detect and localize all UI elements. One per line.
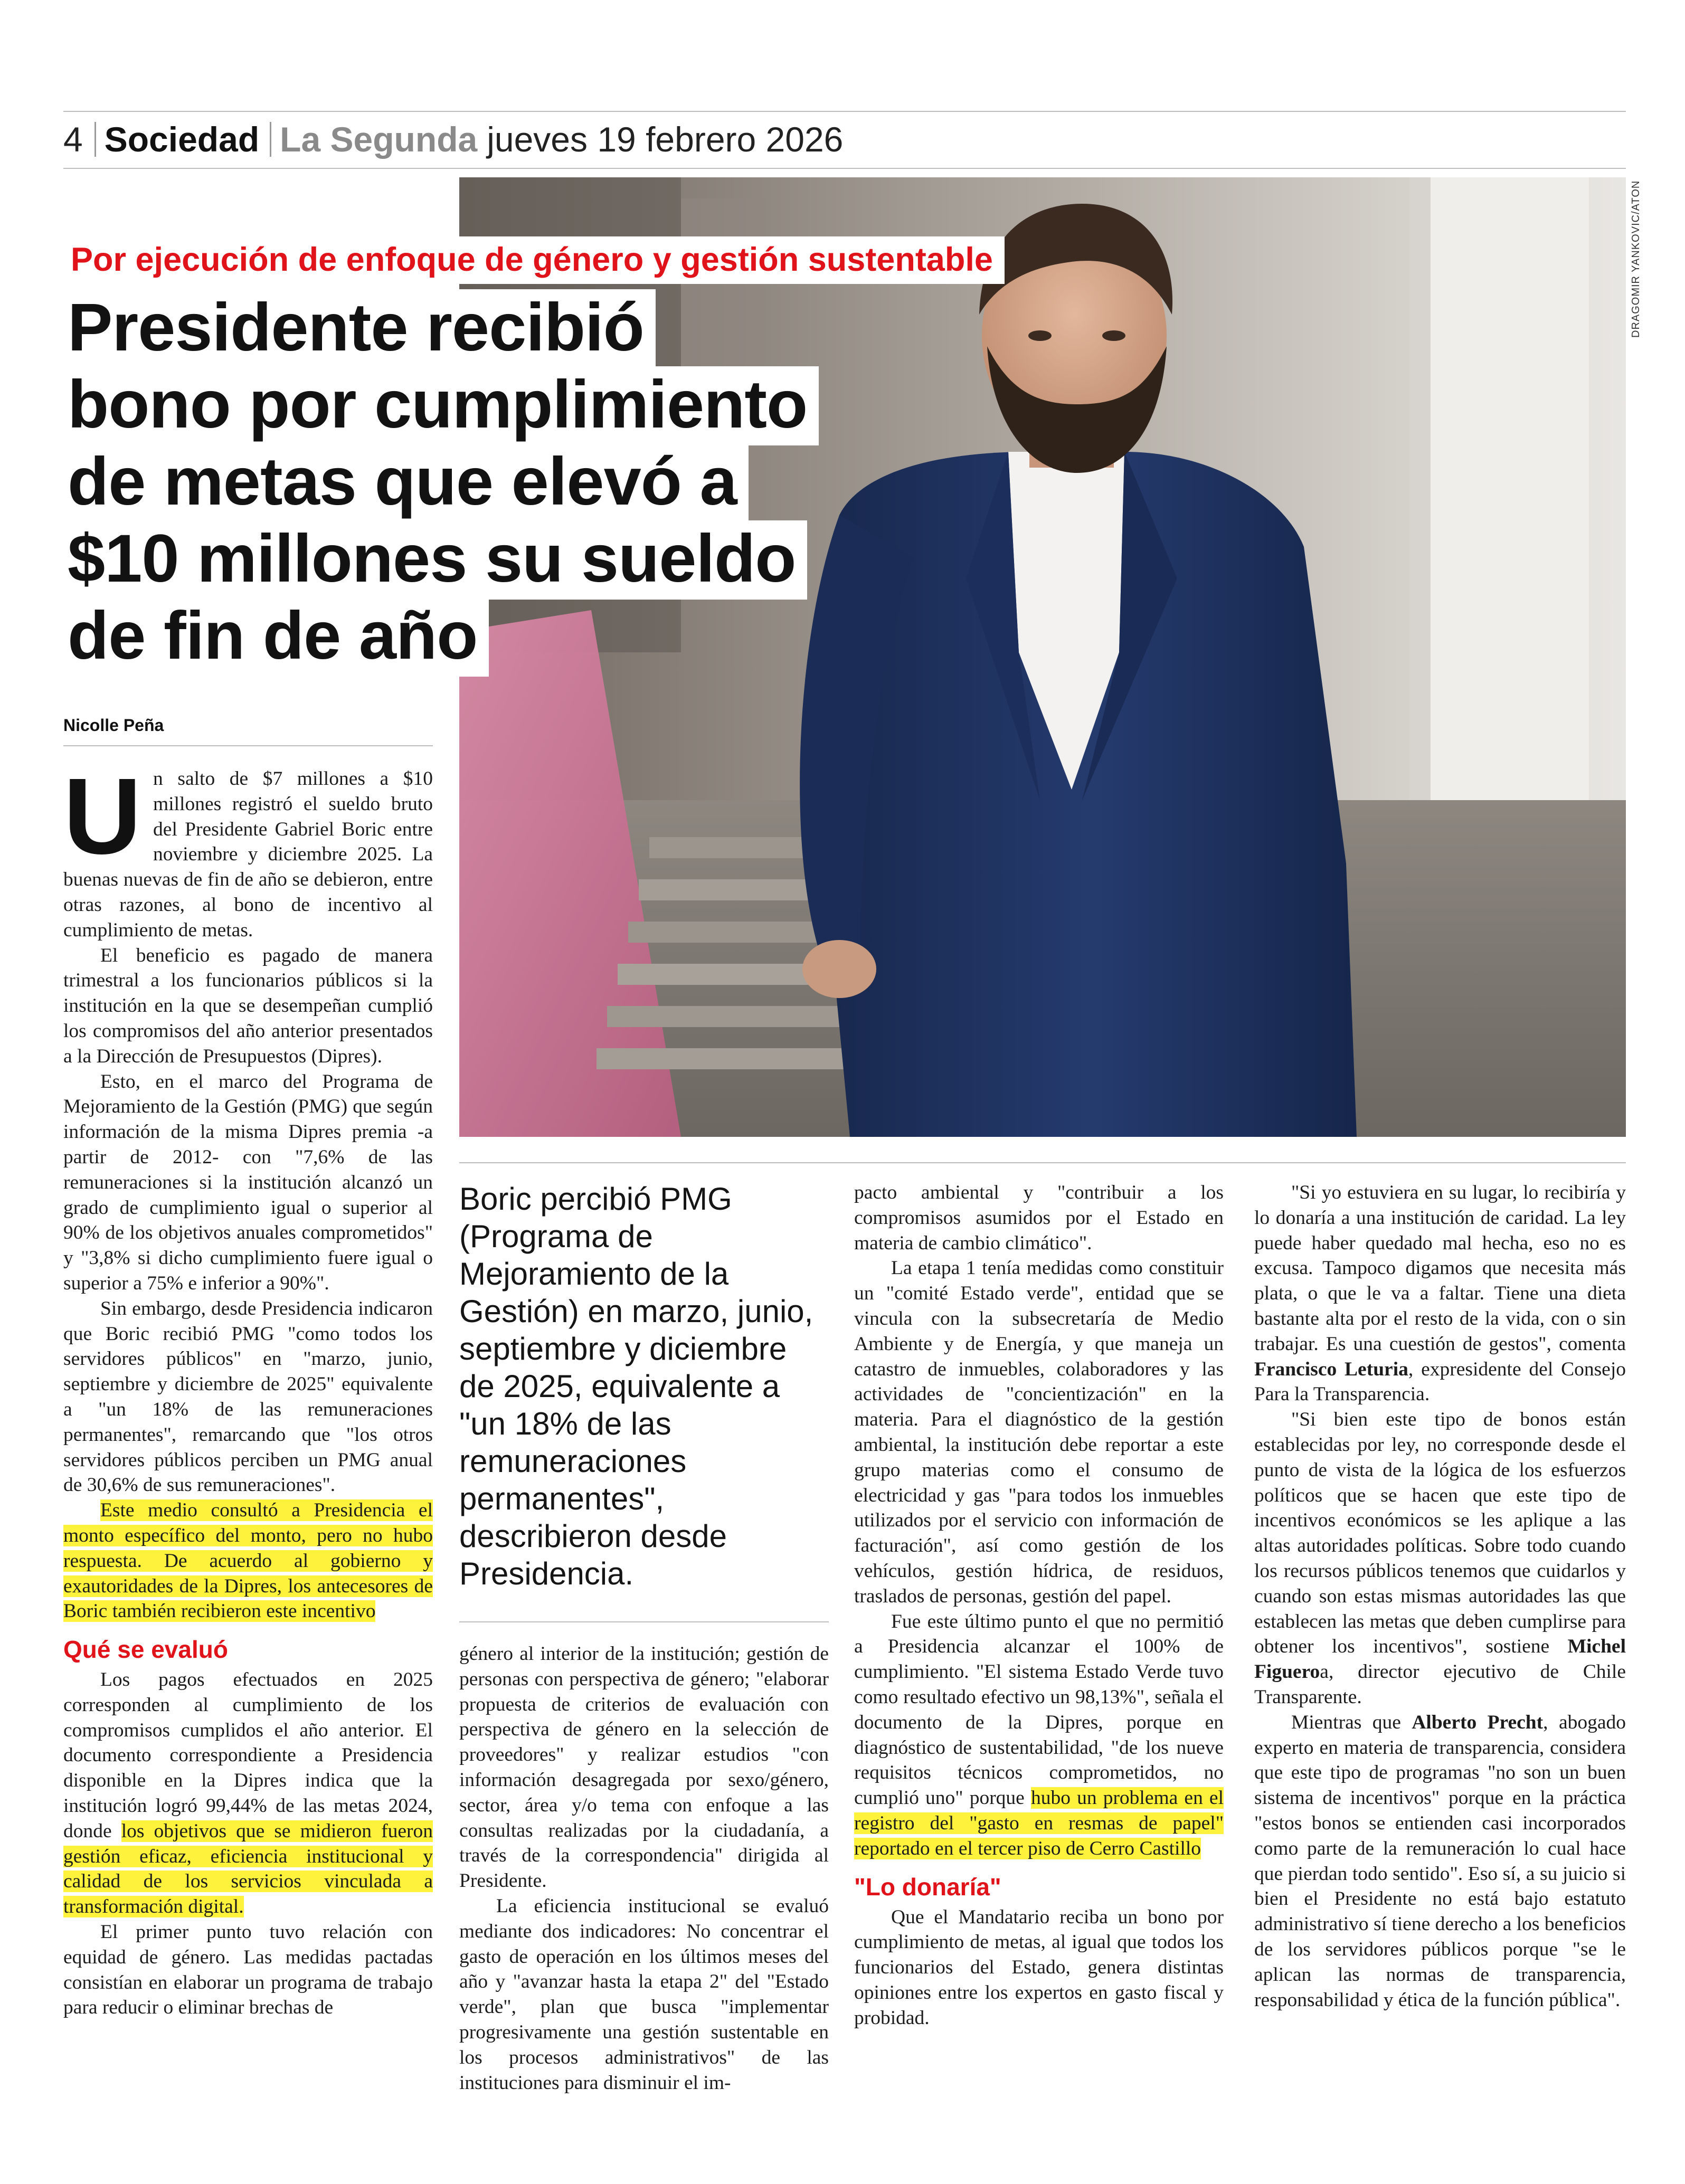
paragraph-text: "Si yo estuviera en su lugar, lo recibiría y lo donaría a una institución de caridad. La ley puede haber quedado mal hecha, eso no es excusa. Tampoco digamos que necesita más plata, o que le va a faltar. Tiene una dieta bastante alta por el resto de la vida, con o sin trabajar. Es una cuestión de gestos", comenta — [1254, 1182, 1626, 1355]
article-paragraph: Que el Mandatario reciba un bono por cumplimiento de metas, al igual que todos los funcionarios del Estado, genera distintas opiniones entre los expertos en gasto fiscal y probidad. — [854, 1906, 1224, 2029]
paragraph-text: Fue este último punto el que no permitió a Presidencia alcanzar el 100% de cumplimiento. "El sistema Estado Verde tuvo como resultado efectivo un 98,13%", señala el documento de la Dipres, porque en diagnóstico de sustentabilidad, "de los nueve requisitos técnicos comprometidos, no cumplió uno" porque — [854, 1610, 1224, 1809]
article-paragraph — [63, 756, 433, 943]
article-paragraph — [63, 1498, 433, 1624]
masthead-divider — [94, 122, 96, 157]
source-name: Alberto Precht — [1412, 1711, 1544, 1733]
article-paragraph: La eficiencia institucional se evaluó mediante dos indicadores: No concentrar el gasto de operación en los últimos meses del año y "avanzar hasta la etapa 2" del "Estado verde", plan que busca "implementar progresivamente una gestión sustentable en los procesos administrativos" de las instituciones para disminuir el im- — [459, 1895, 829, 2094]
article-column-1 — [63, 756, 433, 2020]
paragraph-text: , abogado experto en materia de transparencia, considera que este tipo de programas "no son un buen sistema de incentivos" porque en la práctica "estos bonos se entienden casi incorporados como parte de la remuneración lo cual hace que pierdan todo sentido". Eso sí, a su juicio si bien el Presidente no está bajo estatuto administrativo sí tiene derecho a los beneficios de los servidores públicos porque "se le aplican las normas de transparencia, responsabilidad y ética de la función pública". — [1254, 1711, 1626, 2011]
subheading: "Lo donaría" — [854, 1873, 1001, 1901]
paragraph-text: , expresidente del Consejo Para la Transparencia. — [1254, 1358, 1626, 1406]
source-name: Michel Figuero — [1254, 1636, 1626, 1683]
article-paragraph — [854, 1609, 1224, 1862]
article-paragraph — [1254, 1710, 1626, 2013]
subheading: Qué se evaluó — [63, 1636, 228, 1664]
pull-quote-rule — [459, 1621, 829, 1622]
paragraph-text: "Si bien este tipo de bonos están establecidas por ley, no corresponde desde el punto de vista de la lógica de los esfuerzos políticos que se hacen que este tipo de incentivos económicos se les aplique a las altas autoridades políticas. Sobre todo cuando los recursos públicos tenemos que cuidarlos y cuando son estas mismas autoridades las que establecen las metas que deben cumplirse para obtener los incentivos", sostiene — [1254, 1409, 1626, 1658]
page-number: 4 — [63, 120, 83, 159]
article-paragraph: Sin embargo, desde Presidencia indicaron que Boric recibió PMG "como todos los servidores públicos" en "marzo, junio, septiembre y diciembre de 2025" equivalente a "un 18% de las remuneraciones permanentes", remarcando que "los otros servidores públicos perciben un PMG anual de 30,6% de sus remuneraciones". — [63, 1297, 433, 1496]
publication-name: La Segunda — [280, 120, 478, 159]
section-name: Sociedad — [104, 120, 260, 159]
headline-line: de fin de año — [63, 597, 489, 677]
masthead-divider — [270, 122, 271, 157]
photo-bottom-rule — [459, 1162, 1626, 1163]
article-paragraph: Esto, en el marco del Programa de Mejoramiento de la Gestión (PMG) que según información de la misma Dipres premia -a partir de 2012- con "7,6% de las remuneraciones si la institución alcanzó un grado de cumplimiento igual o superior al 90% de los objetivos anuales comprometidos" y "3,8% si dicho cumplimiento fuere igual o superior a 75% e inferior a 90%". — [63, 1070, 433, 1294]
drop-cap: U — [63, 756, 142, 877]
article-paragraph — [63, 1667, 433, 1920]
headline-line: Presidente recibió — [63, 289, 656, 368]
highlighted-text: los objetivos que se midieron fueron gestión eficaz, eficiencia institucional y calidad de los servicios vinculada a transformación digital. — [63, 1820, 433, 1918]
headline-line: $10 millones su sueldo — [63, 520, 807, 600]
article-paragraph — [1254, 1407, 1626, 1710]
article-paragraph — [1254, 1180, 1626, 1407]
paragraph-text: a, director ejecutivo de Chile Transparente. — [1254, 1661, 1626, 1708]
paragraph-text: Mientras que — [1291, 1711, 1412, 1733]
highlighted-text: Este medio consultó a Presidencia el monto específico del monto, pero no hubo respuesta. De acuerdo al gobierno y exautoridades de la Dipres, los antecesores de Boric también recibieron este incentivo — [63, 1499, 433, 1622]
paragraph-text: Los pagos efectuados en 2025 corresponden al cumplimiento de los compromisos cumplidos el año anterior. El documento correspondiente a Presidencia disponible en la Dipres indica que la institución logró 99,44% de las metas 2024, donde — [63, 1669, 433, 1842]
article-paragraph: El beneficio es pagado de manera trimestral a los funcionarios públicos si la institución en la que se desempeñan cumplió los compromisos del año anterior presentados a la Dirección de Presupuestos (Dipres). — [63, 944, 433, 1067]
paragraph-text: n salto de $7 millones a $10 millones registró el sueldo bruto del Presidente Gabriel Boric entre noviembre y diciembre 2025. La buenas nuevas de fin de año se debieron, entre otras razones, al bono de incentivo al cumplimiento de metas. — [63, 768, 433, 941]
byline: Nicolle Peña — [63, 716, 164, 735]
pull-quote: Boric percibió PMG (Programa de Mejoramiento de la Gestión) en marzo, junio, septiembre y diciembre de 2025, equivalente a "un 18% de las remuneraciones permanentes", describieron desde Presidencia. — [459, 1181, 813, 1591]
article-paragraph: El primer punto tuvo relación con equidad de género. Las medidas pactadas consistían en elaborar un programa de trabajo para reducir o eliminar brechas de — [63, 1921, 433, 2019]
article-column-3 — [854, 1180, 1224, 2031]
masthead — [63, 117, 843, 162]
highlighted-text: hubo un problema en el registro del "gasto en resmas de papel" reportado en el tercer piso de Cerro Castillo — [854, 1787, 1224, 1859]
article-paragraph: género al interior de la institución; gestión de personas con perspectiva de género; "elaborar propuesta de criterios de evaluación con perspectiva de género en la selección de proveedores" y realizar estudios "con información desagregada por sexo/género, sector, área y/o tema con enfoque a las consultas realizadas por la ciudadanía, a través de la correspondencia" dirigida al Presidente. — [459, 1643, 829, 1892]
headline-line: bono por cumplimiento — [63, 366, 819, 445]
headline-line: de metas que elevó a — [63, 443, 749, 523]
photo-credit: DRAGOMIR YANKOVIC/ATON — [1630, 180, 1642, 338]
article-column-4 — [1254, 1180, 1626, 2012]
publication-date: jueves 19 febrero 2026 — [487, 120, 844, 159]
article-column-2 — [459, 1641, 829, 2095]
article-kicker: Por ejecución de enfoque de género y gestión sustentable — [63, 236, 1005, 284]
byline-rule — [63, 745, 433, 746]
article-paragraph: La etapa 1 tenía medidas como constituir un "comité Estado verde", entidad que se vincula con la subsecretaría de Medio Ambiente y de Energía, y que maneja un catastro de inmuebles, colaboradores y las actividades de "concientización" en la materia. Para el diagnóstico de la gestión ambiental, la institución debe reportar a este grupo materias como el consumo de electricidad y gas "para todos los inmuebles utilizados por el servicio con información de facturación", así como gestión de los vehículos, gestión hídrica, de residuos, traslados de personas, gestión del papel. — [854, 1257, 1224, 1607]
source-name: Francisco Leturia — [1254, 1358, 1408, 1380]
top-rule — [63, 111, 1626, 112]
masthead-bottom-rule — [63, 168, 1626, 169]
article-paragraph: pacto ambiental y "contribuir a los compromisos asumidos por el Estado en materia de cambio climático". — [854, 1182, 1224, 1254]
